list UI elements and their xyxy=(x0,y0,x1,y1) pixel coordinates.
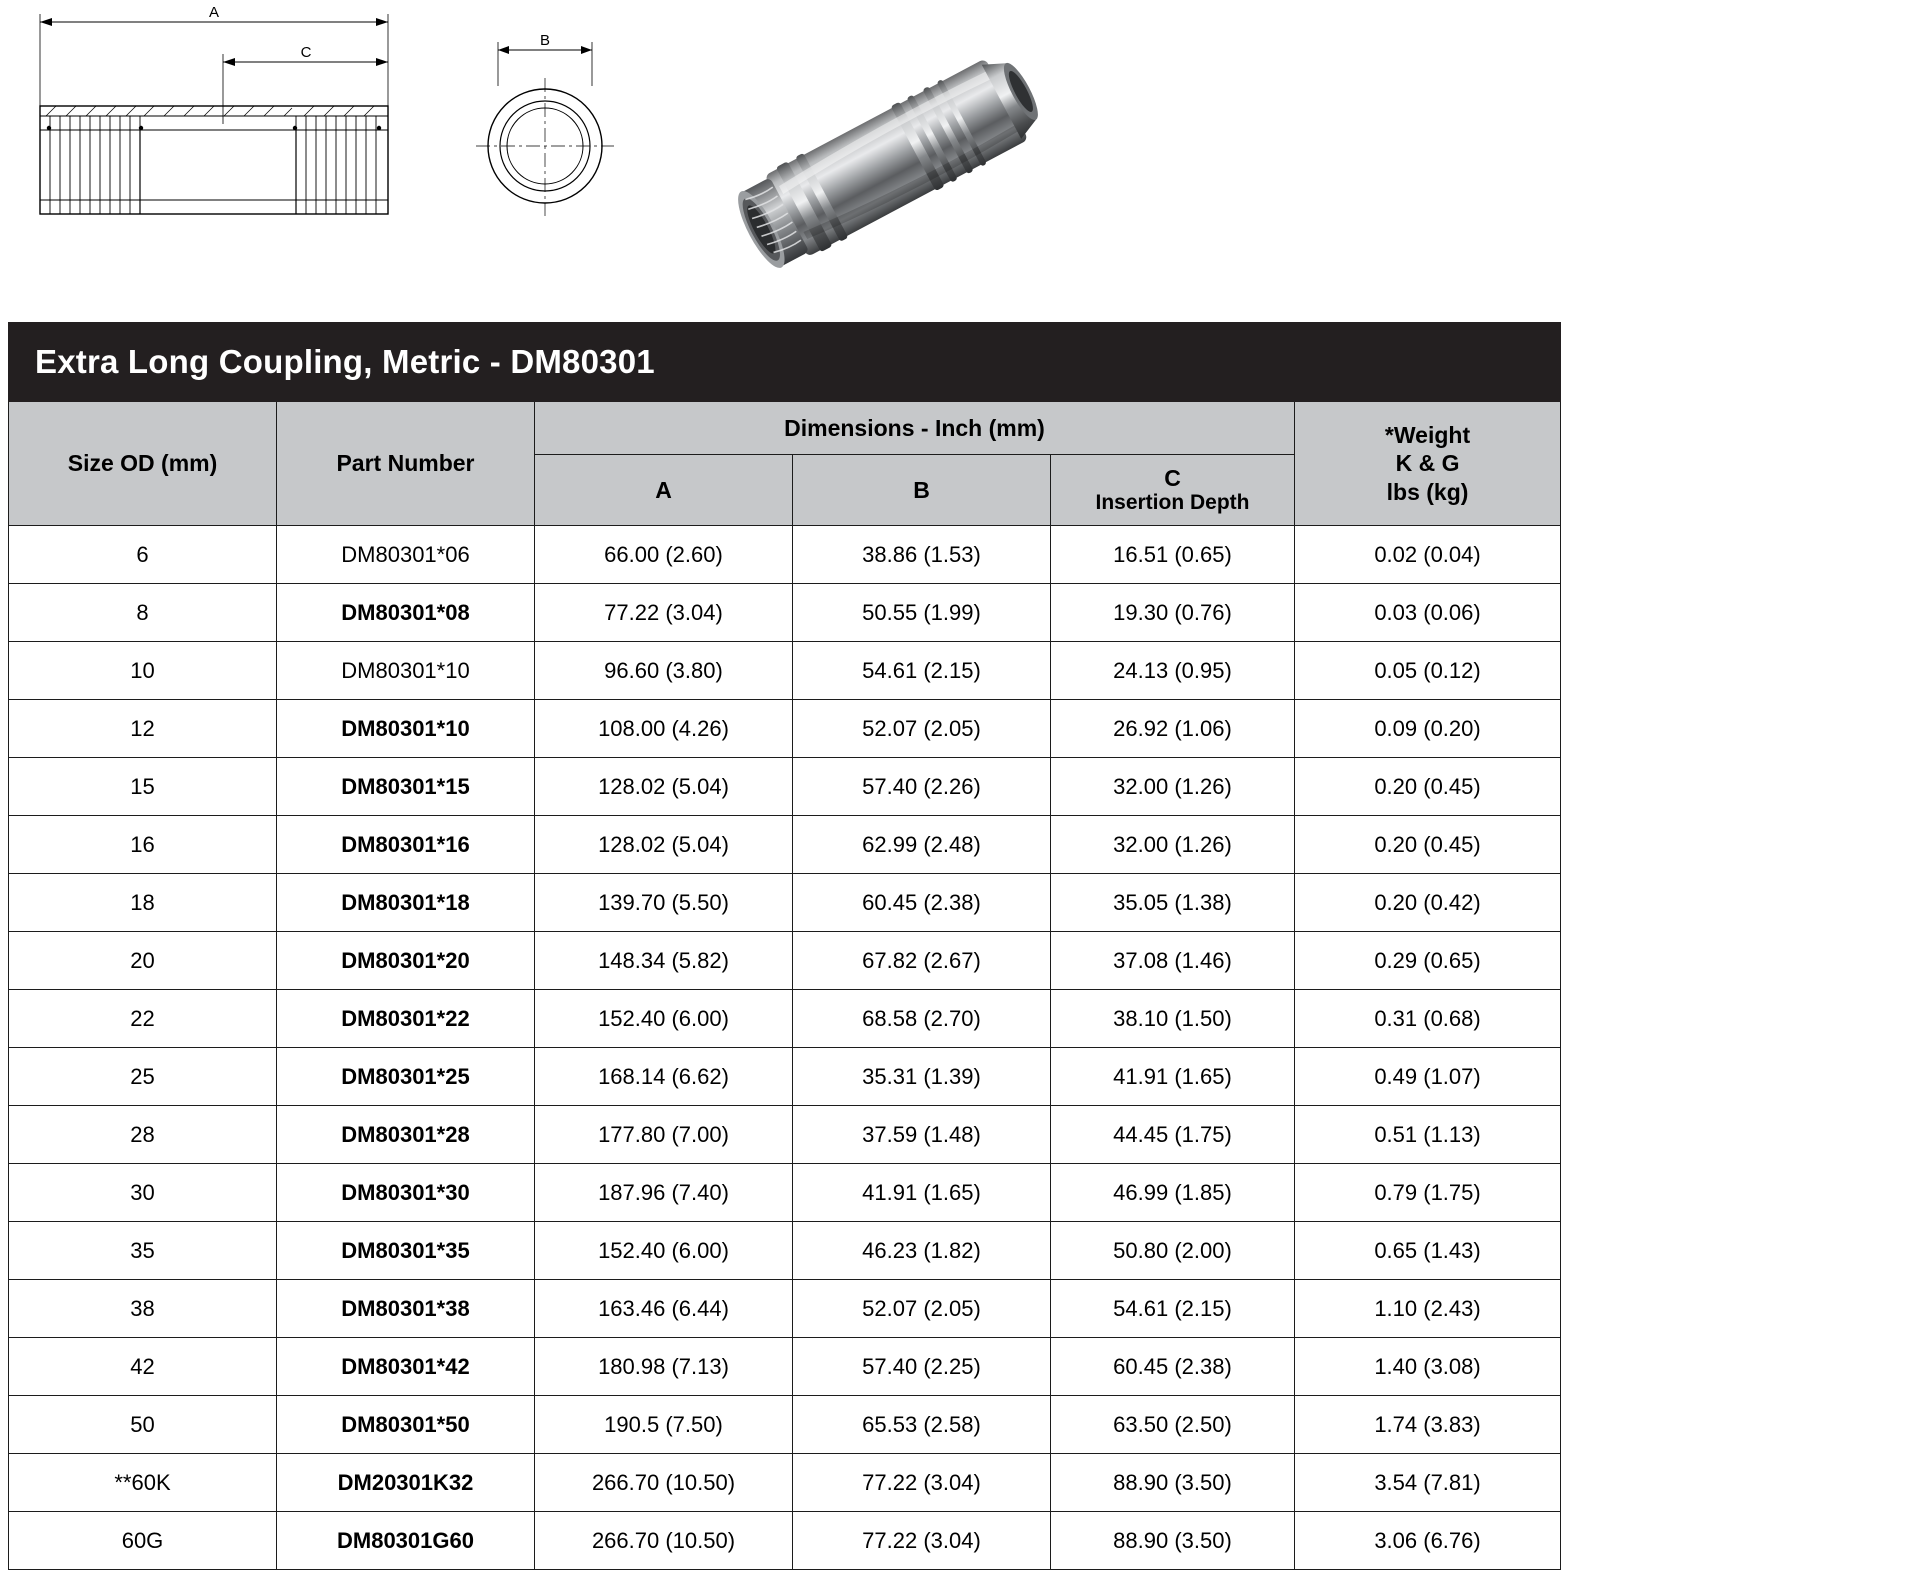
cell-dimension-a: 66.00 (2.60) xyxy=(535,526,793,584)
cell-insertion-depth: 26.92 (1.06) xyxy=(1051,700,1295,758)
table-row xyxy=(9,1396,1561,1454)
cell-dimension-a: 139.70 (5.50) xyxy=(535,874,793,932)
cell-part-number: DM80301*25 xyxy=(277,1048,535,1106)
cell-dimension-b: 50.55 (1.99) xyxy=(793,584,1051,642)
cell-size-od: 6 xyxy=(9,526,277,584)
product-photo-svg xyxy=(720,18,1080,298)
table-row xyxy=(9,584,1561,642)
cell-dimension-a: 148.34 (5.82) xyxy=(535,932,793,990)
cell-insertion-depth: 35.05 (1.38) xyxy=(1051,874,1295,932)
cell-size-od: 8 xyxy=(9,584,277,642)
end-view-svg xyxy=(470,28,650,238)
dimension-label-b: B xyxy=(539,32,551,49)
cell-insertion-depth: 60.45 (2.38) xyxy=(1051,1338,1295,1396)
header-group-row xyxy=(9,402,1561,455)
cell-size-od: **60K xyxy=(9,1454,277,1512)
cell-weight: 0.20 (0.45) xyxy=(1295,816,1561,874)
cell-weight: 1.40 (3.08) xyxy=(1295,1338,1561,1396)
cell-dimension-a: 128.02 (5.04) xyxy=(535,758,793,816)
table-row xyxy=(9,816,1561,874)
product-photo xyxy=(720,18,1080,303)
cell-part-number: DM80301*38 xyxy=(277,1280,535,1338)
cell-dimension-a: 163.46 (6.44) xyxy=(535,1280,793,1338)
table-row xyxy=(9,1512,1561,1570)
cell-part-number: DM80301*28 xyxy=(277,1106,535,1164)
cell-insertion-depth: 32.00 (1.26) xyxy=(1051,816,1295,874)
cell-insertion-depth: 16.51 (0.65) xyxy=(1051,526,1295,584)
cell-weight: 3.06 (6.76) xyxy=(1295,1512,1561,1570)
spec-table xyxy=(8,322,1561,1570)
cell-dimension-a: 180.98 (7.13) xyxy=(535,1338,793,1396)
header-col-a-label: A xyxy=(655,476,672,503)
cell-dimension-a: 187.96 (7.40) xyxy=(535,1164,793,1222)
cell-insertion-depth: 24.13 (0.95) xyxy=(1051,642,1295,700)
dimension-label-a: A xyxy=(208,4,220,21)
side-section-drawing xyxy=(18,4,418,239)
cell-part-number: DM80301*50 xyxy=(277,1396,535,1454)
cell-dimension-b: 77.22 (3.04) xyxy=(793,1454,1051,1512)
header-dimensions-group: Dimensions - Inch (mm) xyxy=(535,402,1295,455)
cell-dimension-b: 54.61 (2.15) xyxy=(793,642,1051,700)
cell-dimension-a: 177.80 (7.00) xyxy=(535,1106,793,1164)
header-col-c-label: C xyxy=(1164,464,1181,491)
cell-size-od: 42 xyxy=(9,1338,277,1396)
cell-insertion-depth: 88.90 (3.50) xyxy=(1051,1512,1295,1570)
cell-weight: 0.51 (1.13) xyxy=(1295,1106,1561,1164)
cell-insertion-depth: 63.50 (2.50) xyxy=(1051,1396,1295,1454)
cell-size-od: 12 xyxy=(9,700,277,758)
table-title: Extra Long Coupling, Metric - DM80301 xyxy=(9,323,1561,402)
header-weight-line2: K & G xyxy=(1395,450,1460,477)
cell-dimension-b: 52.07 (2.05) xyxy=(793,700,1051,758)
cell-size-od: 50 xyxy=(9,1396,277,1454)
cell-insertion-depth: 50.80 (2.00) xyxy=(1051,1222,1295,1280)
cell-weight: 1.74 (3.83) xyxy=(1295,1396,1561,1454)
table-row xyxy=(9,1338,1561,1396)
header-weight-line1: *Weight xyxy=(1384,422,1471,449)
cell-weight: 0.05 (0.12) xyxy=(1295,642,1561,700)
table-row xyxy=(9,990,1561,1048)
table-row xyxy=(9,1164,1561,1222)
side-section-svg xyxy=(18,4,418,234)
cell-dimension-b: 62.99 (2.48) xyxy=(793,816,1051,874)
table-row xyxy=(9,874,1561,932)
cell-size-od: 15 xyxy=(9,758,277,816)
cell-insertion-depth: 46.99 (1.85) xyxy=(1051,1164,1295,1222)
table-head xyxy=(9,323,1561,526)
cell-insertion-depth: 37.08 (1.46) xyxy=(1051,932,1295,990)
cell-weight: 0.02 (0.04) xyxy=(1295,526,1561,584)
cell-size-od: 20 xyxy=(9,932,277,990)
cell-part-number: DM80301*08 xyxy=(277,584,535,642)
cell-weight: 0.29 (0.65) xyxy=(1295,932,1561,990)
cell-part-number: DM80301*22 xyxy=(277,990,535,1048)
cell-size-od: 16 xyxy=(9,816,277,874)
cell-weight: 0.20 (0.45) xyxy=(1295,758,1561,816)
cell-weight: 0.49 (1.07) xyxy=(1295,1048,1561,1106)
cell-size-od: 10 xyxy=(9,642,277,700)
cell-weight: 0.03 (0.06) xyxy=(1295,584,1561,642)
cell-dimension-a: 266.70 (10.50) xyxy=(535,1454,793,1512)
cell-insertion-depth: 38.10 (1.50) xyxy=(1051,990,1295,1048)
table-body xyxy=(9,526,1561,1570)
cell-part-number: DM80301*10 xyxy=(277,642,535,700)
cell-size-od: 35 xyxy=(9,1222,277,1280)
cell-weight: 1.10 (2.43) xyxy=(1295,1280,1561,1338)
dimension-label-c: C xyxy=(300,44,312,61)
cell-weight: 0.20 (0.42) xyxy=(1295,874,1561,932)
cell-dimension-b: 38.86 (1.53) xyxy=(793,526,1051,584)
header-col-c-sublabel: Insertion Depth xyxy=(1095,491,1250,515)
table-row xyxy=(9,1222,1561,1280)
cell-dimension-b: 35.31 (1.39) xyxy=(793,1048,1051,1106)
header-col-c xyxy=(1051,455,1295,526)
cell-dimension-b: 52.07 (2.05) xyxy=(793,1280,1051,1338)
cell-dimension-a: 190.5 (7.50) xyxy=(535,1396,793,1454)
cell-insertion-depth: 32.00 (1.26) xyxy=(1051,758,1295,816)
cell-part-number: DM80301*35 xyxy=(277,1222,535,1280)
cell-part-number: DM80301*15 xyxy=(277,758,535,816)
cell-insertion-depth: 41.91 (1.65) xyxy=(1051,1048,1295,1106)
cell-part-number: DM80301*18 xyxy=(277,874,535,932)
cell-dimension-a: 77.22 (3.04) xyxy=(535,584,793,642)
cell-dimension-b: 41.91 (1.65) xyxy=(793,1164,1051,1222)
cell-part-number: DM80301*10 xyxy=(277,700,535,758)
cell-weight: 0.09 (0.20) xyxy=(1295,700,1561,758)
table-row xyxy=(9,758,1561,816)
cell-dimension-b: 77.22 (3.04) xyxy=(793,1512,1051,1570)
cell-insertion-depth: 54.61 (2.15) xyxy=(1051,1280,1295,1338)
table-row xyxy=(9,1106,1561,1164)
header-weight xyxy=(1295,402,1561,526)
table-row xyxy=(9,526,1561,584)
cell-weight: 0.79 (1.75) xyxy=(1295,1164,1561,1222)
cell-weight: 0.65 (1.43) xyxy=(1295,1222,1561,1280)
spec-table-container xyxy=(8,322,1560,1570)
cell-weight: 0.31 (0.68) xyxy=(1295,990,1561,1048)
cell-dimension-a: 266.70 (10.50) xyxy=(535,1512,793,1570)
cell-part-number: DM80301*20 xyxy=(277,932,535,990)
cell-dimension-a: 96.60 (3.80) xyxy=(535,642,793,700)
cell-part-number: DM80301*16 xyxy=(277,816,535,874)
title-row xyxy=(9,323,1561,402)
cell-size-od: 18 xyxy=(9,874,277,932)
header-col-b xyxy=(793,455,1051,526)
cell-dimension-a: 168.14 (6.62) xyxy=(535,1048,793,1106)
cell-dimension-a: 152.40 (6.00) xyxy=(535,1222,793,1280)
end-view-drawing xyxy=(470,28,650,243)
cell-size-od: 30 xyxy=(9,1164,277,1222)
cell-weight: 3.54 (7.81) xyxy=(1295,1454,1561,1512)
table-row xyxy=(9,642,1561,700)
table-row xyxy=(9,1280,1561,1338)
header-size-od: Size OD (mm) xyxy=(9,402,277,526)
table-row xyxy=(9,932,1561,990)
drawings-strip xyxy=(0,0,1920,318)
cell-dimension-b: 46.23 (1.82) xyxy=(793,1222,1051,1280)
cell-dimension-b: 65.53 (2.58) xyxy=(793,1396,1051,1454)
cell-dimension-a: 108.00 (4.26) xyxy=(535,700,793,758)
cell-dimension-a: 152.40 (6.00) xyxy=(535,990,793,1048)
cell-part-number: DM80301*30 xyxy=(277,1164,535,1222)
cell-size-od: 22 xyxy=(9,990,277,1048)
cell-dimension-b: 37.59 (1.48) xyxy=(793,1106,1051,1164)
cell-dimension-b: 57.40 (2.26) xyxy=(793,758,1051,816)
cell-size-od: 25 xyxy=(9,1048,277,1106)
table-row xyxy=(9,700,1561,758)
cell-part-number: DM80301*42 xyxy=(277,1338,535,1396)
cell-part-number: DM20301K32 xyxy=(277,1454,535,1512)
header-weight-line3: lbs (kg) xyxy=(1386,478,1469,505)
cell-part-number: DM80301*06 xyxy=(277,526,535,584)
cell-size-od: 60G xyxy=(9,1512,277,1570)
cell-insertion-depth: 88.90 (3.50) xyxy=(1051,1454,1295,1512)
cell-insertion-depth: 19.30 (0.76) xyxy=(1051,584,1295,642)
cell-size-od: 28 xyxy=(9,1106,277,1164)
cell-dimension-b: 68.58 (2.70) xyxy=(793,990,1051,1048)
table-row xyxy=(9,1048,1561,1106)
cell-size-od: 38 xyxy=(9,1280,277,1338)
cell-dimension-b: 60.45 (2.38) xyxy=(793,874,1051,932)
cell-dimension-a: 128.02 (5.04) xyxy=(535,816,793,874)
header-part-number: Part Number xyxy=(277,402,535,526)
cell-dimension-b: 57.40 (2.25) xyxy=(793,1338,1051,1396)
header-col-a xyxy=(535,455,793,526)
table-row xyxy=(9,1454,1561,1512)
header-col-b-label: B xyxy=(913,476,930,503)
cell-insertion-depth: 44.45 (1.75) xyxy=(1051,1106,1295,1164)
cell-part-number: DM80301G60 xyxy=(277,1512,535,1570)
cell-dimension-b: 67.82 (2.67) xyxy=(793,932,1051,990)
